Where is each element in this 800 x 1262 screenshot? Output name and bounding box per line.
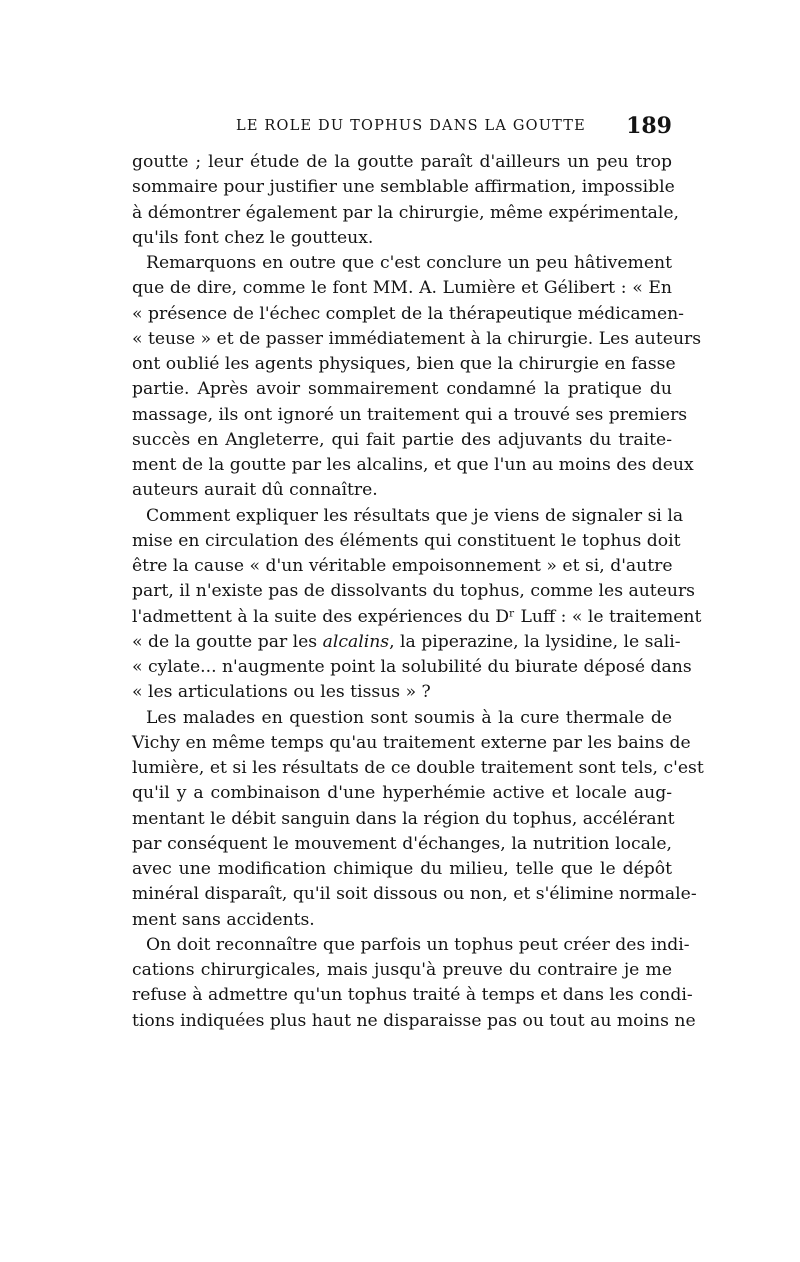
text-line: lumière, et si les résultats de ce double traitement sont tels, c'est bbox=[132, 758, 704, 778]
text-line: goutte ; leur étude de la goutte paraît d'ailleurs un peu trop bbox=[132, 152, 672, 172]
text-line: « cylate... n'augmente point la solubilité du biurate déposé dans bbox=[132, 657, 692, 677]
text-line: massage, ils ont ignoré un traitement qui a trouvé ses premiers bbox=[132, 404, 688, 425]
text-segment: , la piperazine, la lysidine, le sali- bbox=[389, 631, 681, 652]
text-line: par conséquent le mouvement d'échanges, la nutrition locale, bbox=[132, 833, 672, 854]
text-line bbox=[132, 630, 681, 655]
text-line: ont oublié les agents physiques, bien que la chirurgie en fasse bbox=[132, 354, 676, 374]
text-line: à démontrer également par la chirurgie, même expérimentale, bbox=[132, 202, 679, 223]
text-line: mise en circulation des éléments qui constituent le tophus doit bbox=[132, 530, 681, 551]
text-line: ment sans accidents. bbox=[132, 909, 315, 930]
running-title: LE ROLE DU TOPHUS DANS LA GOUTTE bbox=[236, 118, 586, 134]
text-line: part, il n'existe pas de dissolvants du tophus, comme les auteurs bbox=[132, 581, 695, 602]
text-line: minéral disparaît, qu'il soit dissous ou non, et s'élimine normale- bbox=[132, 884, 697, 905]
text-line: avec une modification chimique du milieu, telle que le dépôt bbox=[132, 859, 672, 879]
body-text bbox=[132, 150, 704, 1034]
text-line: partie. Après avoir sommairement condamné la pratique du bbox=[132, 379, 672, 400]
text-line: auteurs aurait dû connaître. bbox=[132, 480, 378, 501]
text-line: Comment expliquer les résultats que je viens de signaler si la bbox=[146, 505, 684, 526]
text-line: qu'il y a combinaison d'une hyperhémie active et locale aug- bbox=[132, 783, 672, 804]
text-line: que de dire, comme le font MM. A. Lumière et Gélibert : « En bbox=[132, 278, 672, 299]
text-line: mentant le débit sanguin dans la région du tophus, accélérant bbox=[132, 808, 675, 829]
page-number: 189 bbox=[626, 113, 672, 139]
text-line: cations chirurgicales, mais jusqu'à preuve du contraire je me bbox=[132, 960, 672, 980]
text-line: « teuse » et de passer immédiatement à la chirurgie. Les auteurs bbox=[132, 328, 702, 349]
text-line: ment de la goutte par les alcalins, et que l'un au moins des deux bbox=[132, 455, 694, 475]
text-line: refuse à admettre qu'un tophus traité à temps et dans les condi- bbox=[132, 985, 693, 1006]
text-line: tions indiquées plus haut ne disparaisse pas ou tout au moins ne bbox=[132, 1010, 696, 1031]
text-line: Remarquons en outre que c'est conclure un peu hâtivement bbox=[146, 253, 672, 273]
text-line: Vichy en même temps qu'au traitement externe par les bains de bbox=[132, 732, 691, 753]
text-line: succès en Angleterre, qui fait partie des adjuvants du traite- bbox=[132, 429, 672, 450]
running-head bbox=[132, 113, 672, 140]
text-line: l'admettent à la suite des expériences du Dʳ Luff : « le traitement bbox=[132, 606, 702, 627]
text-line: « présence de l'échec complet de la thérapeutique médicamen- bbox=[132, 303, 684, 324]
text-line: Les malades en question sont soumis à la cure thermale de bbox=[146, 707, 672, 728]
text-line: être la cause « d'un véritable empoisonnement » et si, d'autre bbox=[132, 556, 673, 576]
italic-word: alcalins bbox=[322, 631, 390, 652]
text-line: « les articulations ou les tissus » ? bbox=[132, 682, 431, 703]
text-segment: « de la goutte par les bbox=[132, 631, 318, 652]
text-line: sommaire pour justifier une semblable affirmation, impossible bbox=[132, 177, 675, 198]
text-line: qu'ils font chez le goutteux. bbox=[132, 227, 374, 248]
text-line: On doit reconnaître que parfois un tophus peut créer des indi- bbox=[146, 934, 690, 955]
